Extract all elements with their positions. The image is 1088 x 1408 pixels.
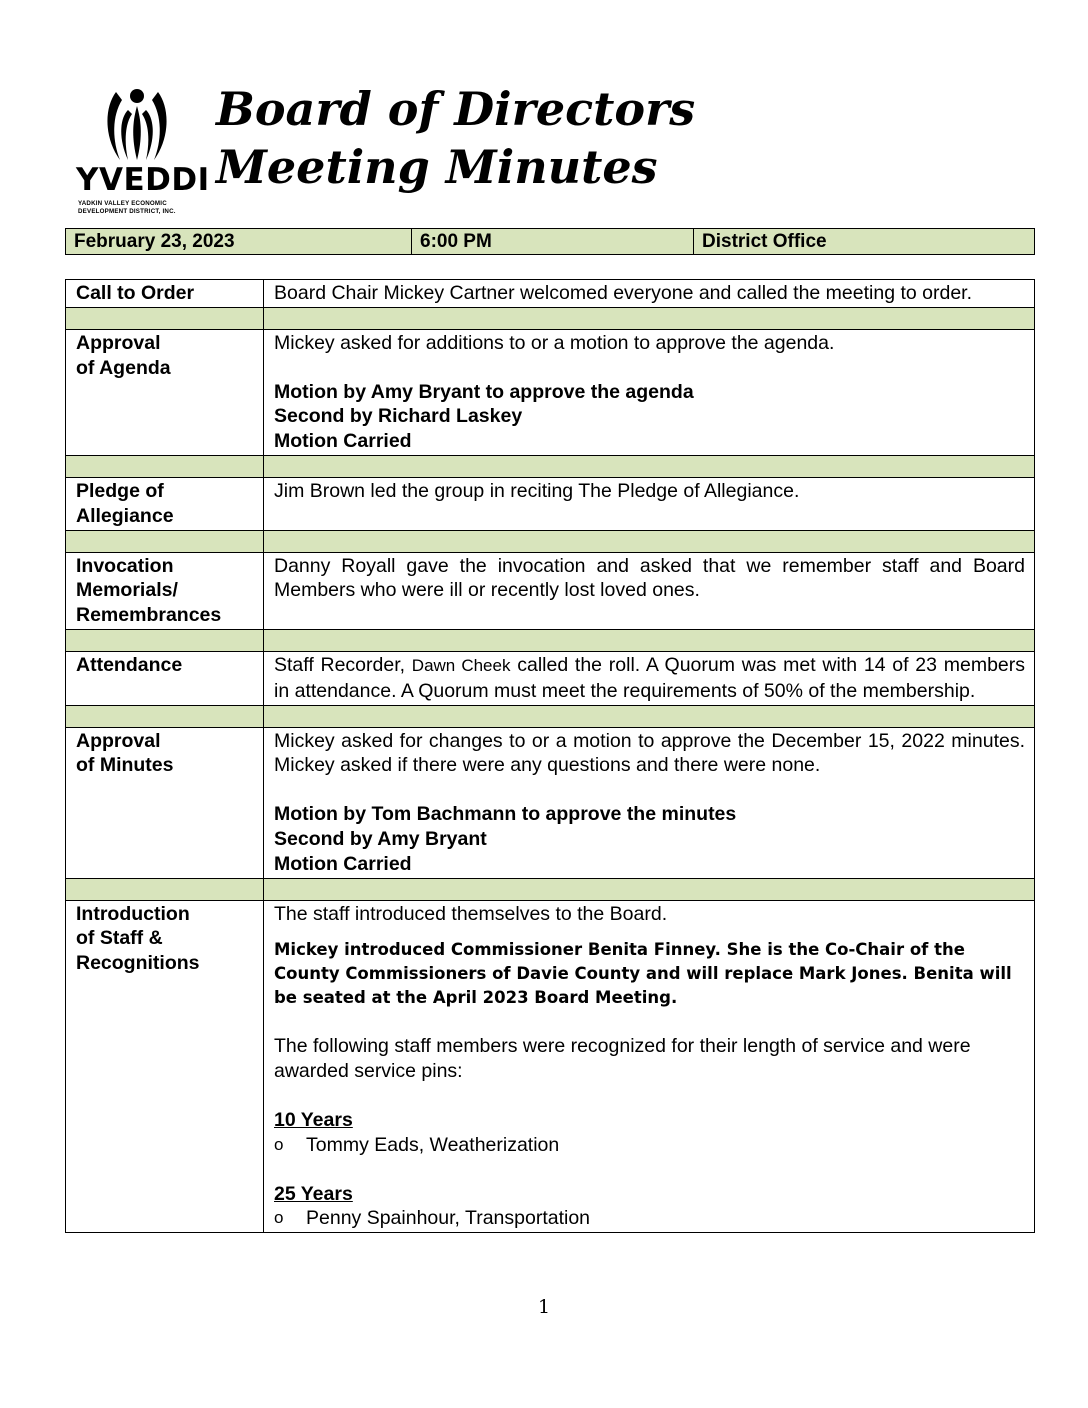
text-invocation: Danny Royall gave the invocation and asked that we remember staff and Board Members who were ill or recently lost loved ones. bbox=[264, 552, 1035, 629]
label-approval-minutes bbox=[66, 727, 264, 878]
title-line-2: Meeting Minutes bbox=[216, 140, 658, 194]
minutes-table bbox=[65, 279, 1035, 1233]
service-10-years-person: Tommy Eads, Weatherization bbox=[306, 1133, 560, 1156]
service-25-years-heading: 25 Years bbox=[274, 1182, 353, 1205]
minutes-motion: Motion by Tom Bachmann to approve the minutes bbox=[274, 803, 737, 826]
label-line: Memorials/ bbox=[76, 579, 178, 602]
spacer-row bbox=[66, 629, 1035, 651]
label-attendance: Attendance bbox=[66, 651, 264, 705]
text-pledge: Jim Brown led the group in reciting The Pledge of Allegiance. bbox=[264, 477, 1035, 530]
minutes-text: Mickey asked for changes to or a motion to approve the December 15, 2022 minutes. Mickey asked if there were any questions and there were none. bbox=[274, 729, 1025, 777]
meeting-time: 6:00 PM bbox=[412, 229, 694, 255]
row-approval-agenda bbox=[66, 329, 1035, 455]
label-approval-agenda bbox=[66, 329, 264, 455]
label-line: of Staff & bbox=[76, 927, 163, 950]
minutes-second: Second by Amy Bryant bbox=[274, 827, 487, 850]
row-call-to-order bbox=[66, 280, 1035, 308]
label-line: Approval bbox=[76, 729, 161, 752]
page-title bbox=[216, 80, 695, 196]
logo-subtitle: YADKIN VALLEY ECONOMIC DEVELOPMENT DISTRICT, INC. bbox=[78, 200, 176, 215]
content-approval-agenda bbox=[264, 329, 1035, 455]
introduction-text: The staff introduced themselves to the Board. bbox=[274, 902, 668, 925]
spacer-row bbox=[66, 455, 1035, 477]
attendance-text-post: called the roll. A Quorum was met with 14 of 23 members in attendance. A Quorum must meet the requirements of 50% of the membership. bbox=[274, 653, 1025, 702]
label-line: Recognitions bbox=[76, 952, 200, 975]
label-line: Invocation bbox=[76, 554, 174, 577]
content-introduction bbox=[264, 900, 1035, 1233]
label-line: Introduction bbox=[76, 902, 190, 925]
logo-wordmark: YVEDDI bbox=[76, 162, 210, 198]
row-introduction bbox=[66, 900, 1035, 1233]
agenda-motion: Motion by Amy Bryant to approve the agenda bbox=[274, 380, 694, 403]
meeting-date: February 23, 2023 bbox=[66, 229, 412, 255]
agenda-result: Motion Carried bbox=[274, 430, 412, 453]
label-invocation bbox=[66, 552, 264, 629]
spacer-row bbox=[66, 530, 1035, 552]
bullet-icon: o bbox=[274, 1134, 284, 1154]
row-approval-minutes bbox=[66, 727, 1035, 878]
service-10-years-heading: 10 Years bbox=[274, 1108, 353, 1131]
bullet-icon: o bbox=[274, 1208, 284, 1228]
row-pledge bbox=[66, 477, 1035, 530]
label-line: Remembrances bbox=[76, 604, 222, 627]
meeting-location: District Office bbox=[694, 229, 1035, 255]
commissioner-introduction: Mickey introduced Commissioner Benita Finney. She is the Co-Chair of the County Commissioners of Davie County and will replace Mark Jones. Benita will be seated at the April 2023 Board Meeting. bbox=[274, 940, 1012, 1008]
agenda-second: Second by Richard Laskey bbox=[274, 405, 523, 428]
service-text: The following staff members were recognized for their length of service and were awarded service pins: bbox=[274, 1035, 971, 1083]
service-10-years-item bbox=[274, 1133, 1025, 1158]
service-25-years-item bbox=[274, 1206, 1025, 1231]
attendance-text-pre: Staff Recorder, bbox=[274, 653, 406, 676]
label-line: Approval bbox=[76, 331, 161, 354]
agenda-text: Mickey asked for additions to or a motion to approve the agenda. bbox=[274, 331, 835, 354]
row-invocation bbox=[66, 552, 1035, 629]
label-introduction bbox=[66, 900, 264, 1233]
text-attendance bbox=[264, 651, 1035, 705]
attendance-recorder: Dawn Cheek bbox=[411, 655, 511, 675]
meeting-info-bar bbox=[65, 228, 1035, 255]
label-line: of Minutes bbox=[76, 754, 174, 777]
label-line: of Agenda bbox=[76, 356, 171, 379]
label-line: Pledge of bbox=[76, 479, 164, 502]
content-approval-minutes bbox=[264, 727, 1035, 878]
yveddi-logo bbox=[74, 86, 208, 216]
label-line: Allegiance bbox=[76, 504, 174, 527]
spacer-row bbox=[66, 878, 1035, 900]
title-line-1: Board of Directors bbox=[216, 82, 696, 136]
spacer-row bbox=[66, 307, 1035, 329]
row-attendance bbox=[66, 651, 1035, 705]
label-pledge bbox=[66, 477, 264, 530]
service-25-years-person: Penny Spainhour, Transportation bbox=[306, 1207, 591, 1230]
spacer-row bbox=[66, 705, 1035, 727]
text-call-to-order: Board Chair Mickey Cartner welcomed everyone and called the meeting to order. bbox=[264, 280, 1035, 308]
logo-figure-icon bbox=[98, 86, 176, 162]
label-call-to-order: Call to Order bbox=[66, 280, 264, 308]
page-number: 1 bbox=[537, 1296, 551, 1318]
minutes-result: Motion Carried bbox=[274, 852, 412, 875]
